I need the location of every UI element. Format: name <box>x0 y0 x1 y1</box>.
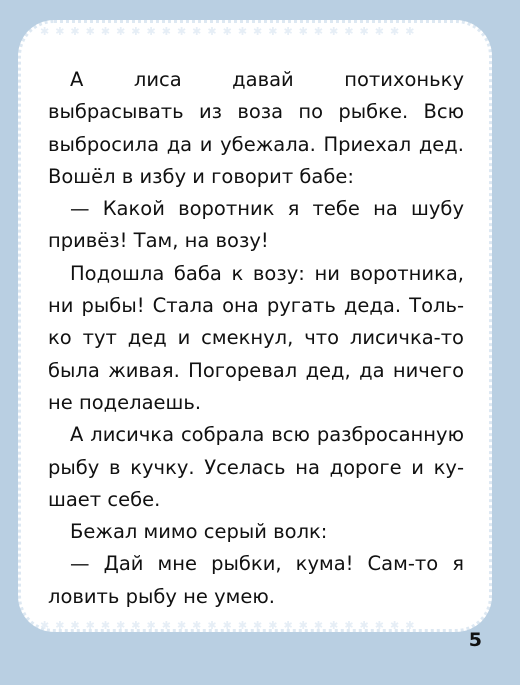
snowflake-border-decoration: ✱✱✱✱✱✱✱✱✱✱✱✱✱✱✱✱✱✱✱✱✱✱✱✱✱ <box>40 619 421 632</box>
paragraph: Бежал мимо серый волк: <box>70 520 328 544</box>
page-number: 5 <box>468 629 482 651</box>
story-text <box>48 64 464 613</box>
paragraph: — Какой воротник я тебе на шубу привёз! Там, на возу! <box>48 197 464 253</box>
paragraph: А лисичка собрала всю разбросанную рыбу в кучку. Уселась на дороге и ку-шает себе. <box>48 423 464 511</box>
paragraph: Подошла баба к возу: ни воротника, ни рыбы! Стала она ругать деда. Толь-ко тут дед и смекнул, что лисичка-то была живая. Погоревал дед, да ничего не поделаешь. <box>48 261 464 414</box>
paragraph: — Дай мне рыбки, кума! Сам-то я ловить рыбу не умею. <box>48 552 464 608</box>
paragraph: А лиса давай потихоньку выбрасывать из воза по рыбке. Всю выбросила да и убежала. Приехал дед. Вошёл в избу и говорит бабе: <box>48 68 464 188</box>
snowflake-border-decoration: ✱✱✱✱✱✱✱✱✱✱✱✱✱✱✱✱✱✱✱✱✱✱✱✱✱ <box>40 25 421 38</box>
